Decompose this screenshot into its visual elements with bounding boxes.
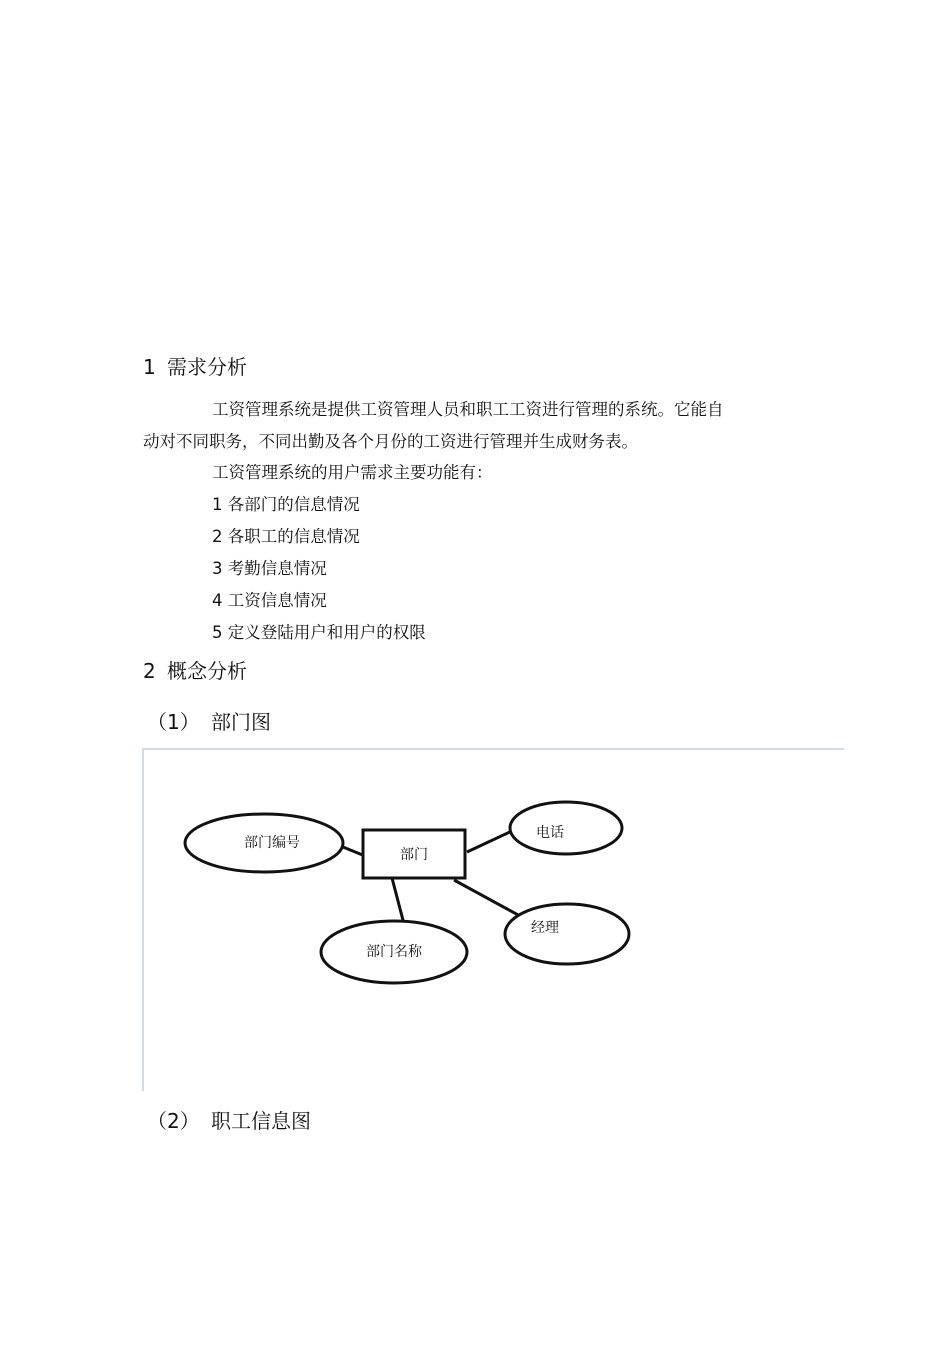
intro-paragraph-line-2: 动对不同职务，不同出勤及各个月份的工资进行管理并生成财务表。 [143,432,638,451]
section-heading-concept [143,659,247,683]
section-number: 2 [143,659,156,683]
department-er-diagram [142,748,844,1091]
requirement-item: 5 定义登陆用户和用户的权限 [212,623,426,642]
intro-paragraph-line-3: 工资管理系统的用户需求主要功能有： [212,463,493,482]
entity-department-label: 部门 [400,847,428,863]
intro-paragraph-line-1: 工资管理系统是提供工资管理人员和职工工资进行管理的系统。它能自 [212,400,724,419]
requirement-item: 4 工资信息情况 [212,591,327,610]
er-diagram-canvas [142,748,844,1091]
attribute-department-id-label: 部门编号 [244,835,300,851]
figure-number: （2） [147,1109,200,1133]
attribute-manager [505,904,629,964]
connector-phone [467,831,512,852]
figure-heading-department [147,710,271,734]
requirement-item: 3 考勤信息情况 [212,559,327,578]
figure-title: 职工信息图 [211,1109,311,1133]
attribute-phone [510,802,622,854]
figure-number: （1） [147,710,200,734]
section-title: 概念分析 [167,659,247,683]
figure-title: 部门图 [211,710,271,734]
section-heading-requirements [143,355,247,379]
connector-name [392,878,404,924]
attribute-manager-label: 经理 [531,920,559,936]
section-number: 1 [143,355,156,379]
figure-heading-employee [147,1109,311,1133]
connector-manager [454,880,520,916]
section-title: 需求分析 [167,355,247,379]
requirement-item: 2 各职工的信息情况 [212,527,360,546]
attribute-department-name-label: 部门名称 [366,944,422,960]
requirement-item: 1 各部门的信息情况 [212,495,360,514]
attribute-phone-label: 电话 [536,825,564,841]
